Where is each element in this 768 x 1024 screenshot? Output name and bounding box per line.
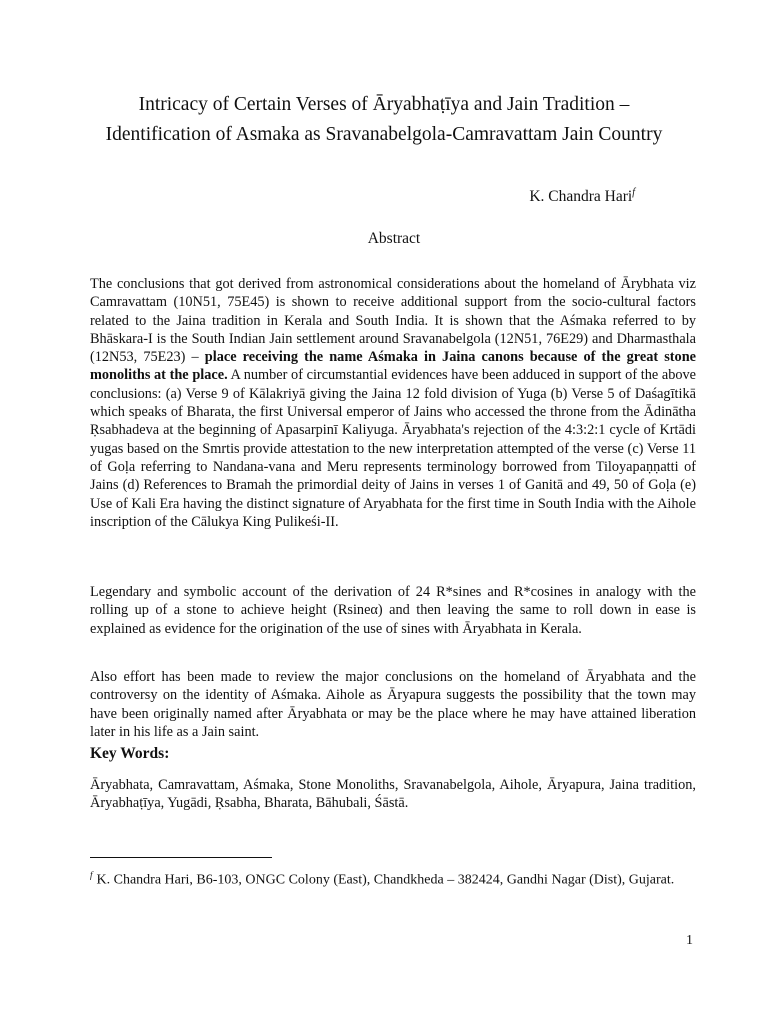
abstract-p1-text: The conclusions that got derived from astronomical considerations about the homeland of Ārybhata viz Camravattam (10N51, 75E45) is shown to receive additional support from the socio-cultural factors related to the Jaina tradition in Kerala and South India. It is shown that the Aśmaka referred to by Bhāskara-I is the South Indian Jain settlement around Sravanabelgola (12N51, 76E29) and Dharmasthala (12N53, 75E23) – (90, 276, 696, 366)
title-line-1: Intricacy of Certain Verses of Āryabhaṭīya and Jain Tradition – (138, 94, 630, 115)
author-footnote-mark: f (632, 187, 635, 198)
author-name: K. Chandra Hari (529, 188, 633, 206)
abstract-heading: Abstract (367, 230, 421, 247)
footnote (90, 865, 700, 891)
footnote-mark: f (90, 870, 93, 880)
footnote-text: K. Chandra Hari, B6-103, ONGC Colony (East), Chandkheda – 382424, Gandhi Nagar (Dist), Gujarat. (96, 872, 675, 888)
paper-title (60, 90, 708, 150)
author-line (529, 187, 635, 206)
footnote-divider (90, 857, 272, 858)
abstract-p1-text-continued: A number of circumstantial evidences have been adduced in support of the above conclusions: (a) Verse 9 of Kālakriyā giving the Jaina 12 fold division of Yuga (b) Verse 5 of Daśagītikā which speaks of Bharata, the first Universal emperor of Jains who accessed the throne from the Ādinātha Ṛsabhadeva at the beginning of Apasarpinī Kaliyuga. Āryabhata's rejection of the 4:3:2:1 cycle of Krtādi yugas based on the Smrtis provide attestation to the new interpretation attempted of the verse (c) Verse 11 of Goḷa referring to Nandana-vana and Meru represents terminology borrowed from Tiloyapaṇṇatti of Jains (d) References to Bramah the primordial deity of Jains in verses 1 of Ganitā and 49, 50 of Goḷa (e) Use of Kali Era having the distinct signature of Aryabhata for the first time in South India with the Aihole inscription of the Cālukya King Pulikeśi-II. (90, 367, 696, 530)
abstract-paragraph-3: Also effort has been made to review the major conclusions on the homeland of Āryabhata and the controversy on the identity of Aśmaka. Aihole as Āryapura suggests the possibility that the town may have been originally named after Āryabhata or may be the place where he may have attained liberation later in his life as a Jain saint. (90, 669, 696, 740)
keywords-list: Āryabhata, Camravattam, Aśmaka, Stone Monoliths, Sravanabelgola, Aihole, Āryapura, Jaina tradition, Āryabhaṭīya, Yugādi, Ṛsabha, Bharata, Bāhubali, Śāstā. (90, 777, 696, 812)
abstract-paragraph-1 (90, 275, 696, 531)
page-number: 1 (686, 933, 693, 948)
title-line-2: Identification of Asmaka as Sravanabelgola-Camravattam Jain Country (105, 124, 663, 145)
keywords-heading: Key Words: (90, 745, 170, 762)
abstract-paragraph-2: Legendary and symbolic account of the derivation of 24 R*sines and R*cosines in analogy with the rolling up of a stone to achieve height (Rsineα) and then leaving the same to roll down in ease is explained as evidence for the origination of the use of sines with Āryabhata in Kerala. (90, 584, 696, 637)
abstract-p1-bold: place receiving the name Aśmaka in Jaina canons because of the great stone monoliths at the place. (90, 349, 697, 384)
